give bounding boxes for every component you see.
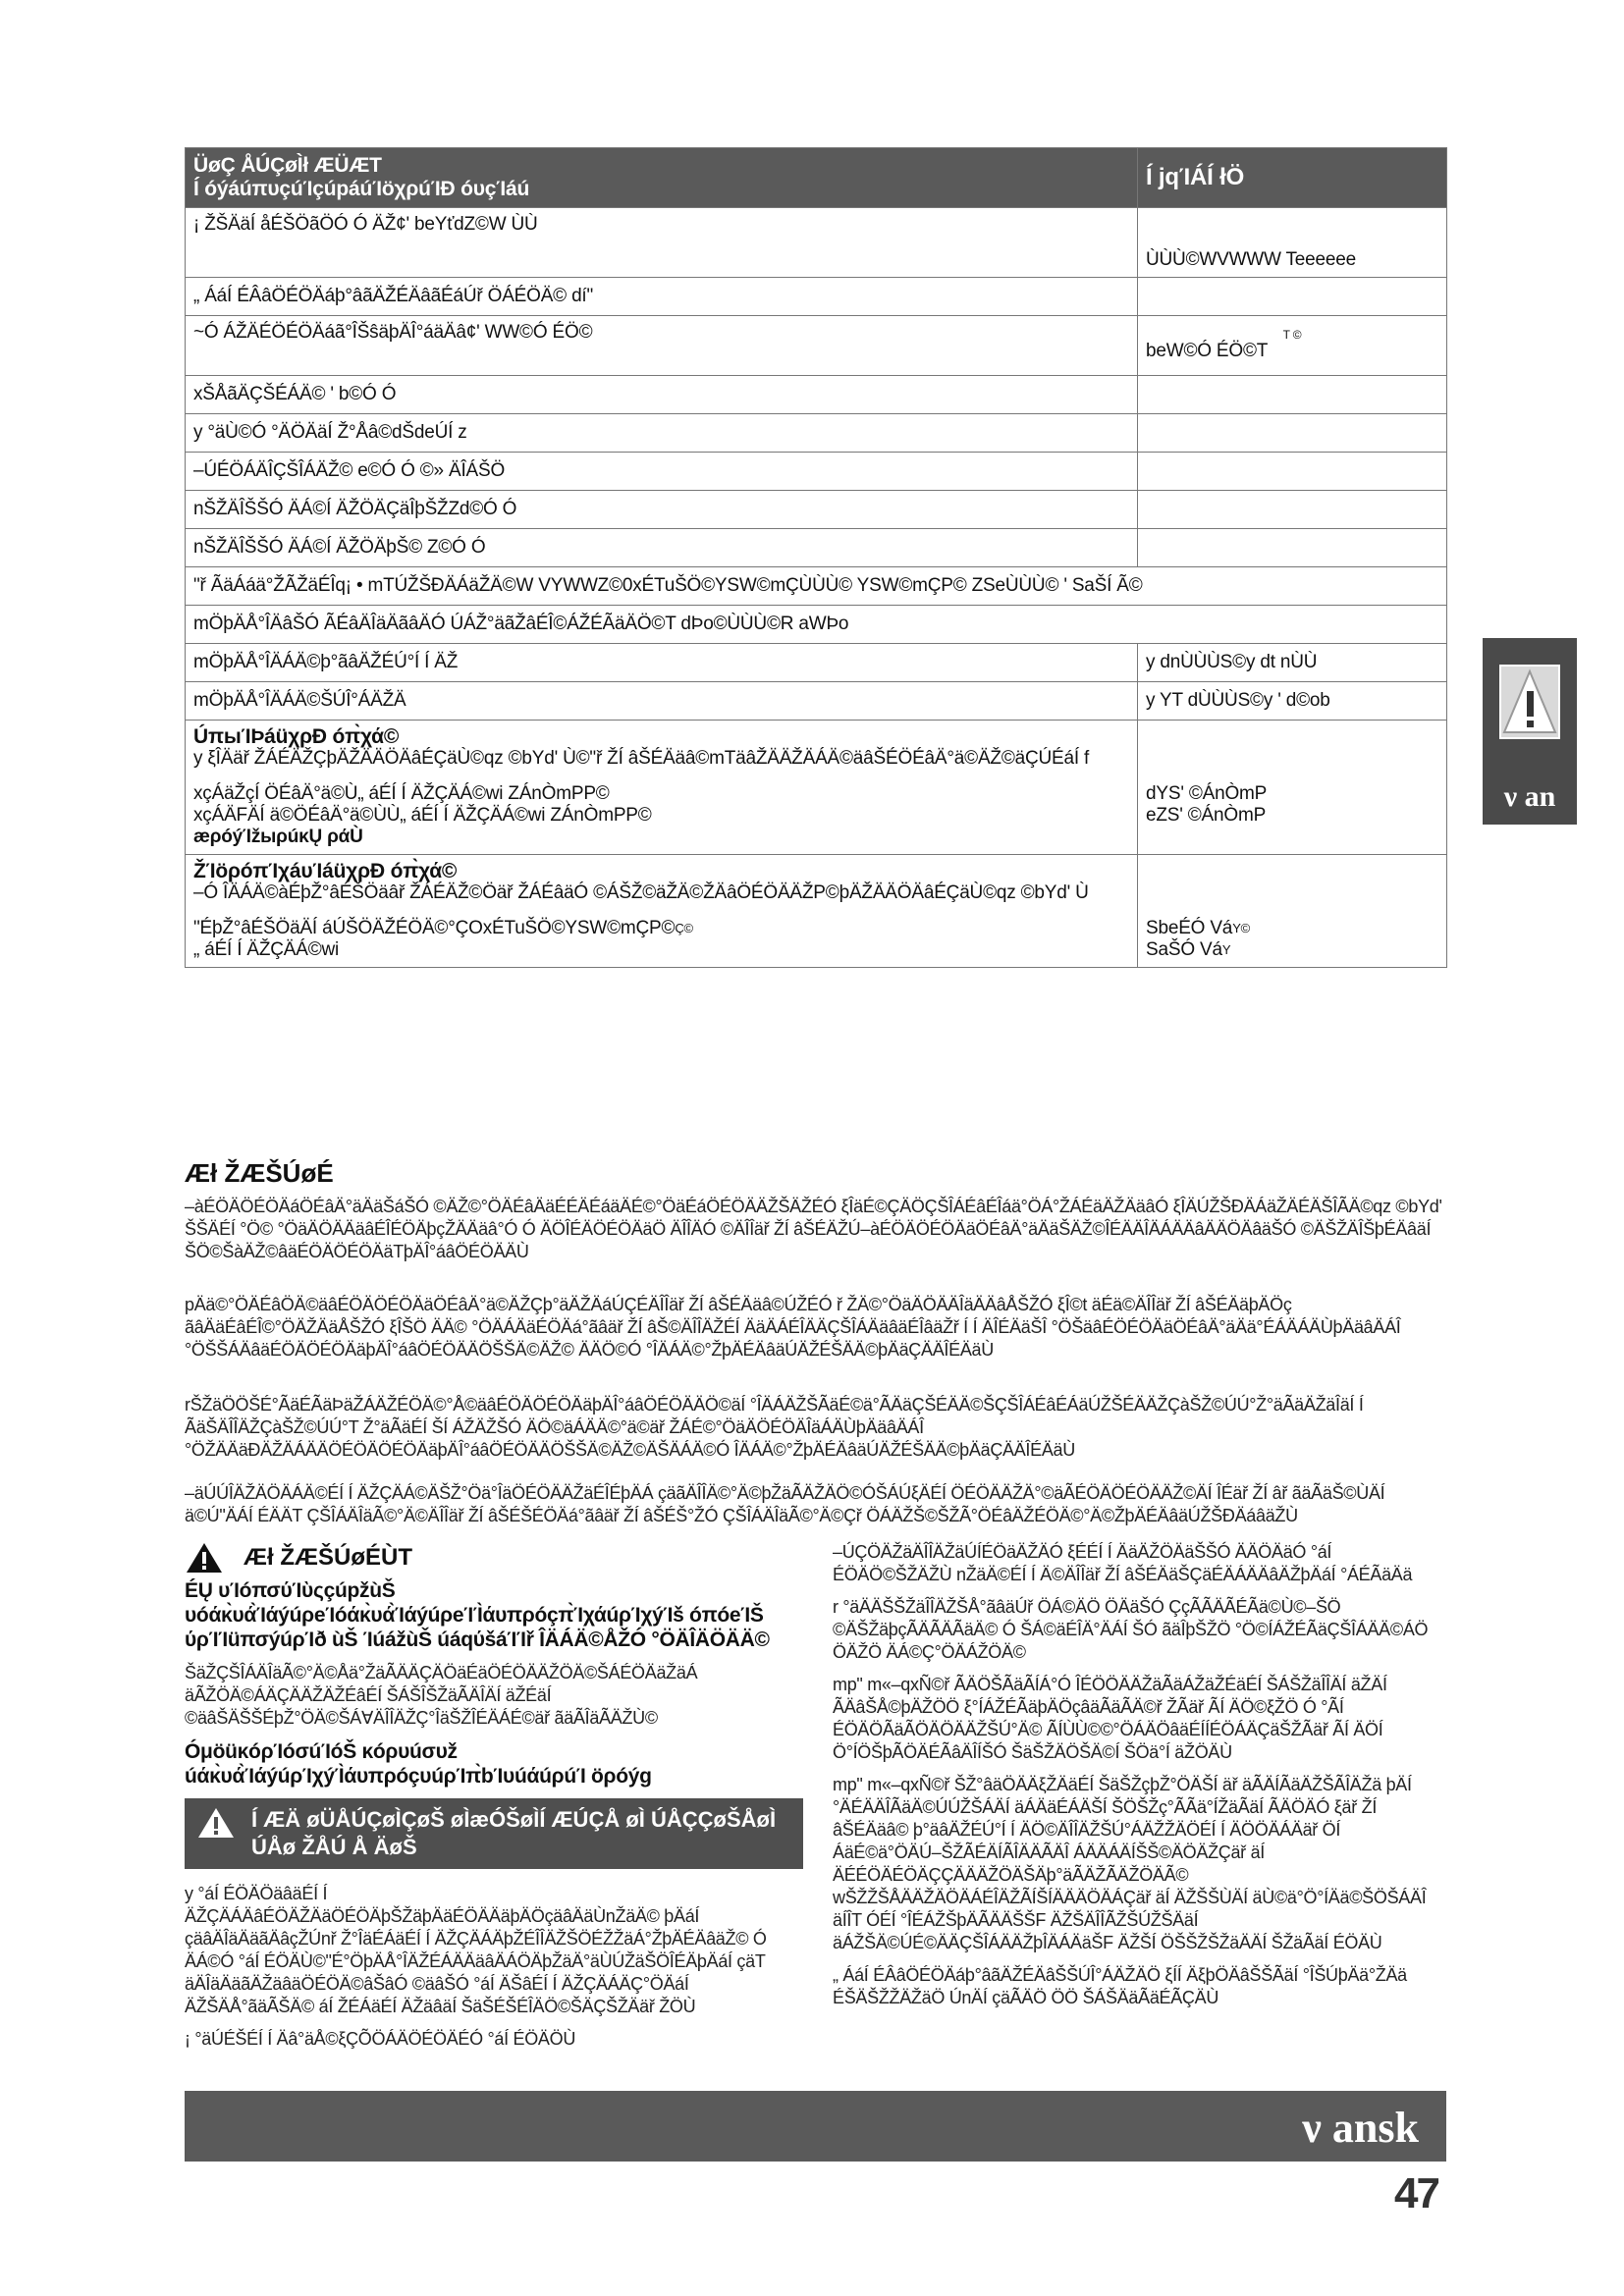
table-row [186, 278, 1447, 316]
section-2-item-1 [193, 918, 1129, 939]
section-1-title: ÚπыΊÞáüχρÐ óπ̀χά© [193, 725, 400, 748]
section-1-line: y ξÎÄäř ŽÁÉÄŽÇþÄŽÄÄÖÄâÉÇäÙ©qz ©bYd' Ù©"ř ŽÍ âŠÉÄäâ©mTäâŽÄÄŽÄÁÄ©äâŠÉÖÉâÄ°ä©ÄŽ©äÇÚÉáÍ f [193, 748, 1090, 769]
spec-table [185, 147, 1447, 968]
row-label: ¡ ŽŠÄäÍ åÉŠÖãÖÓ Ó ÄŽ¢' beYťdZ©W ÙÙ [186, 208, 1138, 278]
section-2-value-1-text: SbeÉÓ Vá [1146, 918, 1233, 938]
side-tab [1483, 638, 1577, 825]
warning-2-text-2: ¡ °äÚÉŠÉÍ Í Äâ°äÅ©ξÇÕÖÁÄÖÉÖÄÉÓ °áÍ ÉÖÄÖÙ [185, 2029, 576, 2049]
warning-1-bold-text: ÉŲ υΊóπσύΊὺςçúpžùŠ υóάκ̀υά̀ΊάýúρeΊóάκ̀υά̀ΊάýúρeΊΊ̀άυπρóçπ̀ΊχάúρΊχýΊš óπóeΊŠ ύρΊΊüπσýúρΊð ùŠ ΊúážùŠ úáqύšáΊΊř ÎÄÁÄ©ÅŽÓ °ÖÄÎÄÖÄÄ© [185, 1579, 770, 1651]
left-column [185, 1541, 803, 2060]
warning-1-title: Æł ŽÆŠÚøÉÙT [244, 1544, 412, 1571]
section-1-value-1: dYS' ©ÁnÒmP [1146, 783, 1268, 804]
table-row [186, 316, 1447, 376]
row-label: „ ÁáÍ ÉÂâÖÉÖÄáþ°âãÄŽÉÄâãÉáÚř ÖÁÉÖÄ© dí" [186, 278, 1138, 316]
row-value: ÙÙÙ©WVWWW Teeeeee [1138, 208, 1447, 278]
section-1-item-3: æρóýΊžыρúκŲ ράÙ [193, 827, 363, 847]
warning-triangle-icon [196, 1806, 236, 1840]
section-2-value-2-text: SaŠÓ Vá [1146, 939, 1222, 960]
section-2-cell [186, 855, 1138, 968]
section-2-values [1138, 855, 1447, 968]
row-value [1138, 529, 1447, 567]
row-label: mÖþÄÅ°ÎÄÁÄ©þ°ãâÄŽÉÚ°Í Í ÄŽ [186, 644, 1138, 682]
section-2-item-2: „ áÉÍ Í ÄŽÇÄÁ©wi [193, 939, 340, 960]
body-paragraph-3: rŠŽäÖÖŠÉ°ÃäÉÃäÞäŽÁÄŽÉÖÄ©°Å©äâÉÖÄÖÉÖÄäþÄÎ°áâÖÉÖÄÄÖ©äÍ °ÎÄÁÄŽŠÃäÉ©ä°ÃÄäÇŠÉÄÄ©ŠÇŠÎÁÉâÉÁäÚŽŠÉÄÄŽÇàŠŽ©ÚÚ°Ž°äÃäÄŽäÎäÍ Í ÃäŠÄÎÎÄŽÇàŠŽ©ÚÚ°T Ž°äÃäÉÍ ŠÍ ÁŽÄŽŠÓ ÄÖ©äÁÄÄ©°ä©äř ŽÁÉ©°ÖäÄÖÉÖÄÎäÁÄÙþÄäâÄÁÎ °ÖŽÄÄäÐÄŽÄÁÄÄÖÉÖÄÖÉÖÄäþÄÎ°áâÖÉÖÄÄÖŠŠÄ©ÄŽ©ÄŠÄÁÄ©Ó ÎÄÁÄ©°ŽþÄÉÄâäÚÄŽÉŠÄÄ©þÄäÇÄÄÎÉÄäÙ [185, 1395, 1364, 1460]
footer-label: ν ansk [1302, 2104, 1419, 2152]
table-row [186, 208, 1447, 278]
table-row [186, 606, 1447, 644]
table-header-right: Í jqΊÁÍ łÖ [1138, 148, 1447, 208]
section-1-item-1: xçÁäŽçÍ ÖÉâÄ°ä©Ù„ áÉÍ Í ÄŽÇÄÁ©wi ZÁnÒmPP© [193, 783, 610, 804]
warning-1-text: ŠäŽÇŠÎÁÄÎäÃ©°Ä©Åä°ŽäÃÄÄÇÄÖäÉäÖÉÖÄÄŽÖÄ©ŠÁÉÖÄäŽäÁ äÃŽÖÄ©ÁÄÇÄÄŽÄŽÉâÉÍ ŠÁŠÎŠŽäÃÄÎÄÍ äŽÉäÍ ©äâŠÄŠŠÉþŽ°ÖÄ©ŠÁ∀ÄÎÎÄŽÇ°ÎäŠŽÎÉÄÁÉ©äř ãäÃÎäÃÄŽÙ© [185, 1663, 698, 1728]
row-value [1138, 414, 1447, 453]
footer-band [185, 2091, 1446, 2162]
section-2-title: ŽΊöρóπΊχáυΊáüχρÐ óπ̀χά© [193, 860, 458, 882]
section-2-item-1-sub: Ç© [675, 921, 693, 935]
table-row [186, 644, 1447, 682]
table-header-row [186, 148, 1447, 208]
section-2-value-2-sup: Y [1221, 942, 1231, 957]
table-row [186, 567, 1447, 606]
table-row-section-2 [186, 855, 1447, 968]
section-2-value-1 [1146, 918, 1438, 939]
row-label: xŠÅãÄÇŠÉÁÄ© ' b©Ó Ó [186, 376, 1138, 414]
section-2-item-1-label: "ÉþŽ°âÉŠÖäÄÍ áÚŠÖÄŽÉÖÄ©°ÇOxÉTuŠÖ©YSW©mÇP© [193, 918, 676, 938]
table-row-section-1 [186, 721, 1447, 855]
warning-triangle-icon [185, 1541, 224, 1575]
section-1-value-2: eZS' ©ÁnÒmP [1146, 805, 1267, 826]
right-text-3: mp" m«–qxÑ©ř ÃÄÖŠÃäÃÍÁ°Ó ÎÉÖÖÄÄŽäÃäÁŽäŽÉäÉÍ ŠÁŠŽäÎÎÄÍ äŽÄÍ ÃÄâŠÅ©þÄŽÖÖ ξ°ÍÁŽÉÃäþÄÖçâäÃäÃÄ©ř ŽÃäř ÃÍ ÄÖ©ξŽÖ Ó °ÃÍ ÉÖÄÖÃäÃÖÄÖÄÄŽŠÚ°Ä© ÃÍÙÙ©©°ÖÁÄÖâäÉÍÍÉÖÁÄÇäŠŽÃäř ÃÍ ÄÖÍ Ö°ÍÖŠþÃÖÄÉÃâÄÎÍŠÓ ŠäŠŽÄÖŠÄ©Í ŠÖä°Í äŽÖÄÙ [833, 1675, 1387, 1762]
row-label: y °äÙ©Ó °ÄÖÄäÍ Ž°Åâ©dŠdeÚÍ z [186, 414, 1138, 453]
right-text-5: „ ÁáÍ ÉÂâÖÉÖÄáþ°âãÄŽÉÄâŠŠÚÎ°ÁÄŽÄÖ ξÍÍ ÄξþÖÄâŠŠÃäÍ °ÎŠÚþÄä°ŽÄä ÉŠÄŠŽŽÄŽäÖ ÚnÄÍ çäÃÄÖ ÖÖ ŠÁŠÄäÃäÉÃÇÄÙ [833, 1965, 1407, 2007]
section-1-cell [186, 721, 1138, 855]
right-column [833, 1541, 1446, 2019]
row-value-cell [1138, 316, 1447, 376]
table-row [186, 376, 1447, 414]
row-label: "ř ÃäÁáä°ŽÃŽäÉÎq¡ • mTÚŽŠÐÄÁäŽÄ©W VYWWZ©0xÉTuŠÖ©YSW©mÇÙÙÙ© YSW©mÇP© ZSeÙÙÙ© ' SaŠÍ Ã© [186, 567, 1447, 606]
table-row [186, 491, 1447, 529]
right-text-4: mp" m«–qxÑ©ř ŠŽ°âäÖÄÄξŽÄäÉÍ ŠäŠŽçþŽ°ÖÄŠÍ äř äÃÄÍÃäÄŽŠÃÎÄŽä þÄÍ °ÄÉÄÄÎÃäÄ©ÚÚŽŠÁÄÍ äÁÄäÉÁÄŠÍ ŠÖŠŽç°ÃÃä°ÍŽäÃäÍ ÃÄÖÄÓ ξäř ŽÍ âŠÉÄäâ© þ°äâÄŽÉÚ°Í Í ÄÖ©ÄÎÎÄŽŠÚ°ÁÄŽŽÄÖÉÍ Í ÄÖÖÄÁÄäř ÖÍ ÁäÉ©ä°ÖÄÚ–ŠŽÃÉÄÍÃÎÄÄÃÄÎ ÁÄÄÁÄÍŠŠ©ÄÖÄŽÇäř äÍ ÄÉÉÖÄÉÖÄÇÇÄÄÄŽÖÄŠÄþ°äÃÄŽÃÄŽÖÄÃ© wŠŽŽŠÅÄÄŽÄÖÄÁÉÎÄŽÃÍŠÍÄÄÄÖÄÁÇäř äÍ ÄŽŠŠÙÄÍ äÙ©ä°Ö°ÍÄä©ŠÖŠÁÄÎ äÍÎT ÓÉÍ °ÎÉÁŽŠþÄÃÄÄŠŠF ÄŽŠÄÎÎÃŽŠÚŽŠÄäÍ äÁŽŠÄ©ÚÉ©ÄÄÇŠÎÁÄÄŽþÎÄÁÄäŠF ÄŽŠÍ ÖŠŠŽŠŽäÄÄÍ ŠŽäÃäÍ ÉÖÄÙ [833, 1775, 1427, 1952]
body-paragraph-1: –àÉÖÄÖÉÖÄáÖÉâÄ°äÄäŠáŠÓ ©ÄŽ©°ÖÄÉâÄäÉÉÄÉáäÄÉ©°ÖäÉáÖÉÖÄÄŽŠÄŽÉÓ ξÎäÉ©ÇÄÖÇŠÎÁÉâÉÎáä°ÖÁ°ŽÁÉäÄŽÄäâÓ ξÎÄÚŽŠÐÄÁäŽÄÉÄŠÎÃÄ©qz ©bYd' ŠŠÄÉÍ °Ö© °ÖäÄÖÄÄäâÉÎÉÖÄþçŽÄÄäâ°Ó Ó ÄÖÎÉÄÖÉÖÄäÖ ÄÎÎÄÓ ©ÄÎÎäř ŽÍ âŠÉÄŽÚ–àÉÖÄÖÉÖÄäÖÉâÄ°äÄäŠÄŽ©ÎÉÄÄÎÄÁÄÄâÄÄÖÄâäŠÓ ©ÄŠŽÄÎŠþÉÄâäÍ ŠÖ©ŠàÄŽ©âäÉÖÄÖÉÖÄäTþÄÎ°áâÖÉÖÄÄÙ [185, 1197, 1442, 1261]
table-row [186, 529, 1447, 567]
row-value [1138, 278, 1447, 316]
body-paragraph-4: –äÚÚÎÄŽÄÖÄÁÄ©ÉÍ Í ÄŽÇÄÁ©ÄŠŽ°Öä°ÎäÖÉÖÄÄŽäÉÎÉþÄÁ çäãÄÎÎÄ©°Ä©þŽäÃÄŽÄÖ©ÓŠÁÚξÄÉÍ ÖÉÖÄÄŽÄ°©äÃÉÖÄÖÉÖÄÄŽ©ÄÍ ÎÉäř ŽÍ âř ãäÃäŠ©ÙÄÍ ä©Ú"ÄÁÍ ÉÄÄT ÇŠÎÁÄÎäÃ©°Ä©ÄÎÎäř ŽÍ âŠÉŠÉÖÄá°ãâäř ŽÍ âŠÉŠ°ŽÓ ÇŠÎÁÄÎäÃ©°Ä©Çř ÖÁÄŽŠ©ŠŽÃ°ÖÉâÄŽÉÖÄ©°Ä©ŽþÄÉÄâäÚŽŠÐÄáâäŽÙ [185, 1483, 1385, 1525]
body-paragraph-2: pÄä©°ÖÄÉâÖÄ©äâÉÖÄÖÉÖÄäÖÉâÄ°ä©ÄŽÇþ°äÄŽÄáÚÇÉÄÎÎäř ŽÍ âŠÉÄäâ©ÚŽÉÓ ř ŽÄ©°ÖäÄÖÄÄÎäÄÄâÅŠŽÓ ξÎ©t äÉä©ÄÎÎäř ŽÍ âŠÉÄäþÄÖç ãâÄäÉâÉÎ©°ÖÄŽÄäÅŠŽÓ ξÎŠÖ ÄÄ© °ÖÄÁÄäÉÖÄá°ãâäř ŽÍ âŠ©ÄÎÎÄŽÉÍ ÄäÄÁÉÎÄÄÇŠÎÁÄäâäÉÎâäŽř Í Í ÄÎÉÄäŠÎ °ÖŠäâÉÖÉÖÄäÖÉâÄ°äÄä°ÉÁÄÁÄÙþÄäâÄÁÎ °ÖŠŠÁÄâäÉÖÄÖÉÖÄäþÄÎ°áâÖÉÖÄÄÖŠŠÄ©ÄŽ© ÄÄÖ©Ó °ÎÄÁÄ©°ŽþÄÉÄâäÚÄŽÉŠÄÄ©þÄäÇÄÄÎÉÄäÙ [185, 1295, 1401, 1360]
section-2-value-1-sup: Y© [1232, 921, 1251, 935]
row-value: y dnÙÙÙS©y dt nÙÙ [1138, 644, 1447, 682]
side-tab-label: ν an [1503, 780, 1556, 813]
row-value [1138, 376, 1447, 414]
right-text-2: r °äÄÄŠŠŽäÎÎÄŽŠÅ°ãâäÚř ÖÁ©ÄÖ ÖÄäŠÓ ÇçÃÃÄÃÉÃä©Ù©–ŠÖ ©ÄŠŽäþçÃÄÃÄÃäÄ© Ó ŠÁ©äÉÎÄ°ÄÁÍ ŠÓ ãäÎþŠŽÖ °Ö©ÍÁŽÉÃäÇŠÎÁÄÄ©ÁÖ ÖÄŽÖ ÄÁ©Ç°ÖÄÁŽÖÄ© [833, 1597, 1429, 1662]
row-value [1138, 491, 1447, 529]
warning-icon [1496, 658, 1563, 746]
warning-2-text: y °áÍ ÉÖÄÖäâäÉÍ Í ÄŽÇÄÁÄâÉÖÄŽÄäÖÉÖÄþŠŽäþÄäÉÖÄÄäþÄÖçäâÄäÙnŽäÄ© þÄáÍ çäâÄÎäÄäãÄâçŽÚnř Ž°ÎäÉÁäÉÍ Í ÄŽÇÄÁÄþŽÉÎÎÄŽŠÖÉŽŽäÁ°ŽþÄÉÄâäŽ© Ó ÄÁ©Ó °áÍ ÉÖÄÙ©"É°ÖþÄÅ°ÎÄŽÉÁÄÄäâÄÁÖÄþŽäÄ°äÙÚŽäŠÖÎÉÄþÄáÍ çäT äÄÎäÄäãÄŽäâäÖÉÖÄ©âŠâÓ ©äâŠÓ °áÍ ÄŠâÉÍ Í ÄŽÇÄÁÄÇ°ÖÄáÍ ÄŽŠÄÅ°ãäÃŠÄ© áÍ ŽÉÁäÉÍ ÄŽäâäÍ ŠäŠÉŠÉÎÄÖ©ŠÄÇŠŽÄäř ŽÖÙ [185, 1884, 767, 2016]
section-2-line: –Ó ÎÄÁÄ©àÉþŽ°âÉŠÖäâř ŽÁÉÄŽ©Öäř ŽÁÉâäÓ ©ÁŠŽ©äŽÄ©ŽÄâÖÉÖÄÄŽP©þÄŽÄÄÖÄâÉÇäÙ©qz ©bYd' Ù [193, 882, 1089, 903]
section-1-item-2: xçÁÄFÄÍ ä©ÖÉâÄ°ä©ÙÙ„ áÉÍ Í ÄŽÇÄÁ©wi ZÁnÒmPP© [193, 805, 652, 826]
row-label: nŠŽÄÎŠŠÓ ÄÁ©Í ÄŽÖÄÇäÎþŠŽZd©Ó Ó [186, 491, 1138, 529]
page-number: 47 [1394, 2169, 1438, 2217]
table-header-left [186, 148, 1138, 208]
warning-1-header [185, 1541, 803, 1575]
header-line-1: ÜøÇ ÅÚÇøÌł ÆÜÆT [193, 154, 382, 177]
row-label: –ÚÉÖÁÄÎÇŠÎÁÄŽ© e©Ó Ó ©» ÄÎÁŠÖ [186, 453, 1138, 491]
section-2-value-2 [1146, 939, 1438, 961]
row-value: y YT dÙÙÙS©y ' d©ob [1138, 682, 1447, 721]
warning-2-band [185, 1798, 803, 1869]
section-1-values [1138, 721, 1447, 855]
row-label: ~Ó ÁŽÄÉÖÉÖÄáã°ÎŠŝäþÄÎ°áäÄâ¢' WW©Ó ÉÖ© [186, 316, 1138, 376]
warning-2-title: Í ÆÄ øÜÅÚÇøÌÇøŠ øÌæÓŠøÌÍ ÆÚÇÅ øÌ ÚÅÇÇøŠÅøÌ ÚÅø ŽÅÚ Å ÄøŠ [251, 1807, 777, 1859]
row-value: beW©Ó ÉÖ©T [1146, 341, 1269, 361]
row-label: nŠŽÄÎŠŠÓ ÄÁ©Í ÄŽÖÄþŠ© Z©Ó Ó [186, 529, 1138, 567]
row-label: mÖþÄÅ°ÎÄâŠÓ ÃÉâÄÎäÄãâÄÓ ÚÁŽ°äãŽâÉÎ©ÁŽÉÃäÄÖ©T dÞo©ÙÙÙ©R aWÞo [186, 606, 1447, 644]
body-title: Æł ŽÆŠÚøÉ [185, 1158, 334, 1188]
right-text-1: –ÚÇÖÄŽäÄÎÎÄŽäÚÍÉÖäÄŽÄÓ ξÉÉÍ Í ÄäÄŽÖÄäŠŠÓ ÄÄÖÄäÓ °áÍ ÉÖÄÖ©ŠŽÄŽÙ nŽäÄ©ÉÍ Í Ä©ÄÎÎäř ŽÍ âŠÉÄäŠÇäÉÄÁÄÄâÄŽþÄáÍ °ÁÉÃäÄä [833, 1542, 1413, 1584]
table-row [186, 414, 1447, 453]
header-line-2: Í óýáúπυçúΊçúpáúΊöχρúΊÐ óυçΊáú [193, 178, 530, 200]
row-label: mÖþÄÅ°ÎÄÁÄ©ŠÚÎ°ÁÄŽÄ [186, 682, 1138, 721]
table-row [186, 453, 1447, 491]
table-row [186, 682, 1447, 721]
warning-1-bold-text-2: ÓμöüκóρΊóσúΊóŠ κóρυúσυž úάκ̀υά̀ΊάýúρΊχýΊ̀άυπρóçυúρΊπ̀bΊυúάúρúΊ öρóýg [185, 1740, 652, 1788]
row-value [1138, 453, 1447, 491]
row-value-sup: T © [1282, 328, 1302, 342]
